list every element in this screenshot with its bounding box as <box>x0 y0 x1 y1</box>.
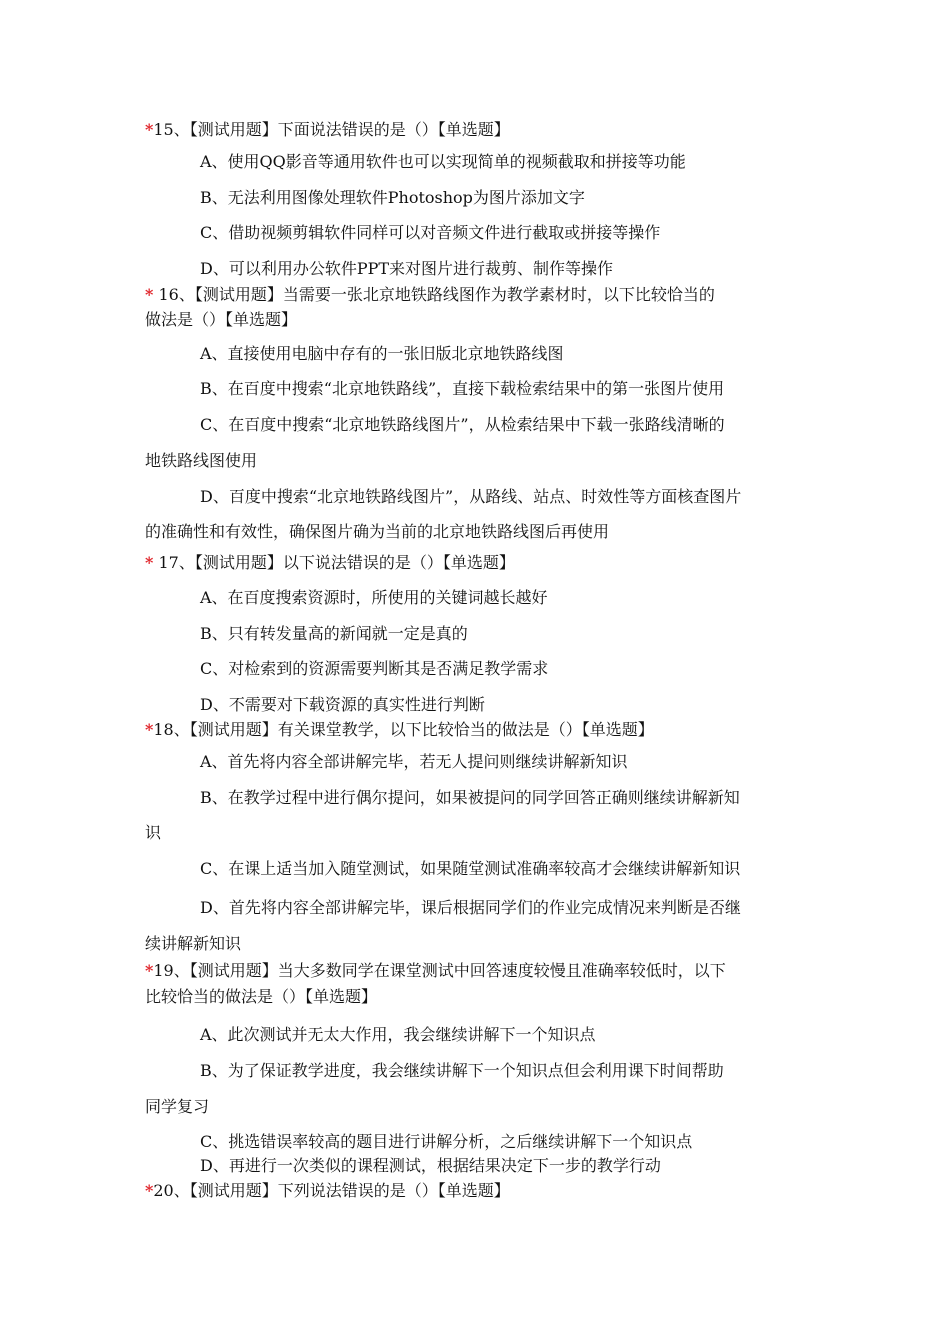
q16-option-c: C、在百度中搜索“北京地铁路线图片”，从检索结果中下载一张路线清晰的 <box>200 415 725 434</box>
q17-option-c: C、对检索到的资源需要判断其是否满足教学需求 <box>200 659 549 678</box>
question-19-heading-cont: 比较恰当的做法是（）【单选题】 <box>145 987 378 1006</box>
required-star: * <box>145 553 154 572</box>
required-star: * <box>145 1181 154 1200</box>
q17-option-d: D、不需要对下载资源的真实性进行判断 <box>200 695 485 714</box>
q15-option-b: B、无法利用图像处理软件Photoshop为图片添加文字 <box>200 188 585 207</box>
q17-option-b: B、只有转发量高的新闻就一定是真的 <box>200 624 468 643</box>
question-18-heading: *18、【测试用题】有关课堂教学，以下比较恰当的做法是（）【单选题】 <box>145 720 654 739</box>
question-15-heading: *15、【测试用题】下面说法错误的是（）【单选题】 <box>145 120 510 139</box>
required-star: * <box>145 120 154 139</box>
q18-option-b-cont: 识 <box>145 823 162 842</box>
q16-option-b: B、在百度中搜索“北京地铁路线”，直接下载检索结果中的第一张图片使用 <box>200 379 725 398</box>
q19-option-b: B、为了保证教学进度，我会继续讲解下一个知识点但会利用课下时间帮助 <box>200 1061 724 1080</box>
question-16-heading-cont: 做法是（）【单选题】 <box>145 310 298 329</box>
required-star: * <box>145 720 154 739</box>
question-20-heading: *20、【测试用题】下列说法错误的是（）【单选题】 <box>145 1181 510 1200</box>
q19-option-d: D、再进行一次类似的课程测试，根据结果决定下一步的教学行动 <box>200 1156 661 1175</box>
q16-option-a: A、直接使用电脑中存有的一张旧版北京地铁路线图 <box>200 344 564 363</box>
q16-option-d-cont: 的准确性和有效性，确保图片确为当前的北京地铁路线图后再使用 <box>145 522 610 541</box>
q19-option-b-cont: 同学复习 <box>145 1097 210 1116</box>
question-17-heading: * 17、【测试用题】以下说法错误的是（）【单选题】 <box>145 553 515 572</box>
q16-option-c-cont: 地铁路线图使用 <box>145 451 258 470</box>
required-star: * <box>145 961 154 980</box>
q19-option-c: C、挑选错误率较高的题目进行讲解分析，之后继续讲解下一个知识点 <box>200 1132 693 1151</box>
q18-option-d-cont: 续讲解新知识 <box>145 934 242 953</box>
question-19-heading: *19、【测试用题】当大多数同学在课堂测试中回答速度较慢且准确率较低时，以下 <box>145 961 726 980</box>
q18-option-c: C、在课上适当加入随堂测试，如果随堂测试准确率较高才会继续讲解新知识 <box>200 859 741 878</box>
q19-option-a: A、此次测试并无太大作用，我会继续讲解下一个知识点 <box>200 1025 596 1044</box>
required-star: * <box>145 285 154 304</box>
q18-option-b: B、在教学过程中进行偶尔提问，如果被提问的同学回答正确则继续讲解新知 <box>200 788 740 807</box>
q18-option-a: A、首先将内容全部讲解完毕，若无人提问则继续讲解新知识 <box>200 752 628 771</box>
q15-option-c: C、借助视频剪辑软件同样可以对音频文件进行截取或拼接等操作 <box>200 223 661 242</box>
q15-option-d: D、可以利用办公软件PPT来对图片进行裁剪、制作等操作 <box>200 259 614 278</box>
question-16-heading: * 16、【测试用题】当需要一张北京地铁路线图作为教学素材时，以下比较恰当的 <box>145 285 715 304</box>
q16-option-d: D、百度中搜索“北京地铁路线图片”，从路线、站点、时效性等方面核查图片 <box>200 487 742 506</box>
q17-option-a: A、在百度搜索资源时，所使用的关键词越长越好 <box>200 588 548 607</box>
q18-option-d: D、首先将内容全部讲解完毕，课后根据同学们的作业完成情况来判断是否继 <box>200 898 741 917</box>
q15-option-a: A、使用QQ影音等通用软件也可以实现简单的视频截取和拼接等功能 <box>200 152 686 171</box>
